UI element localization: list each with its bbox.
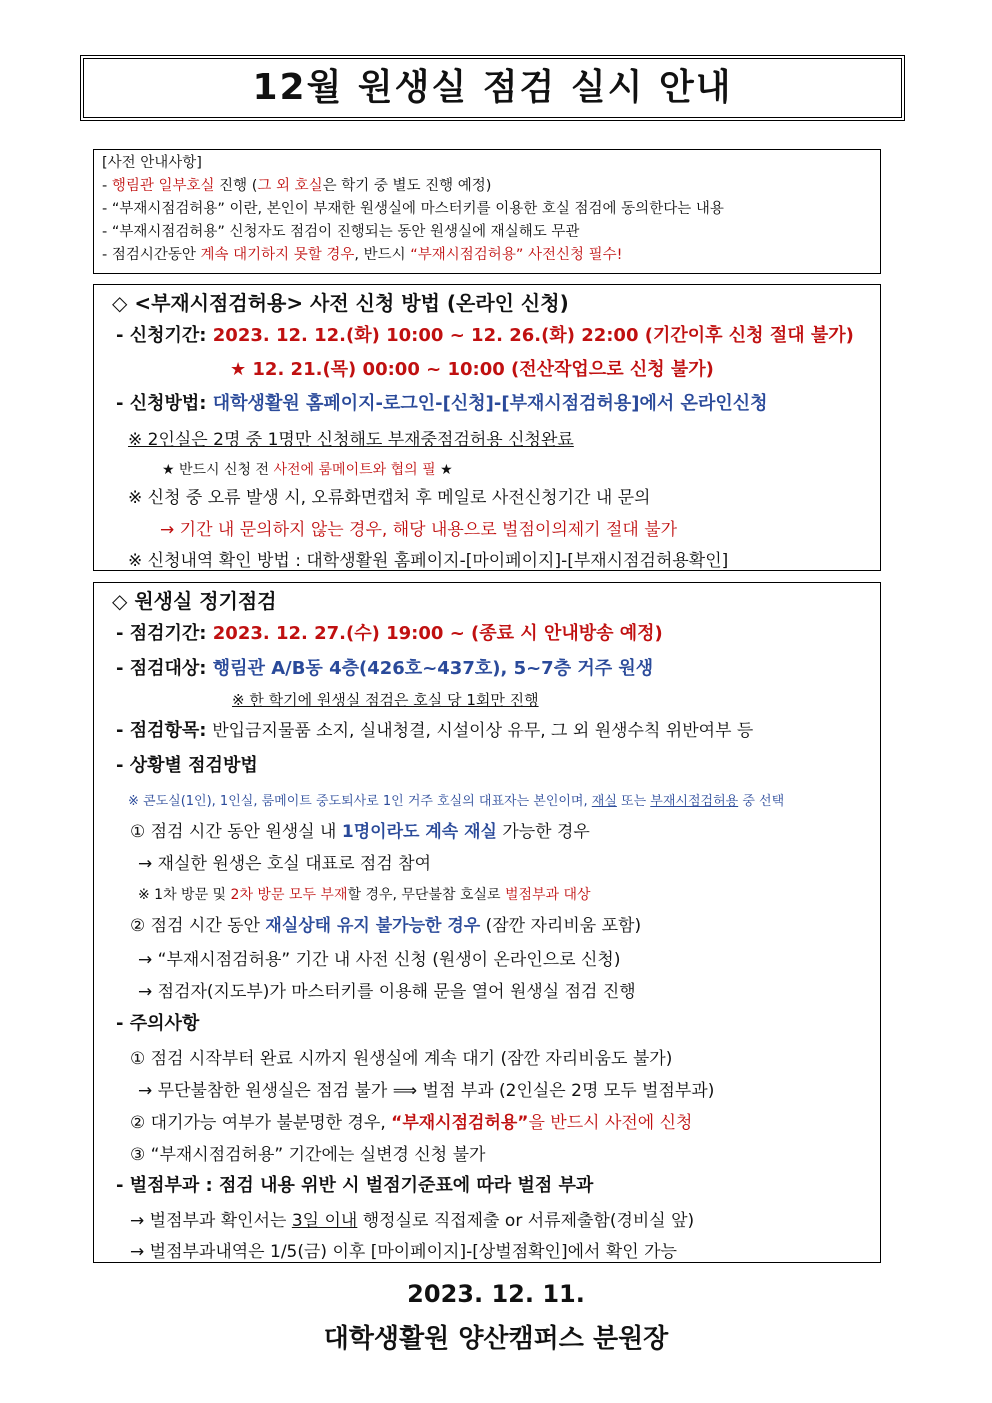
penalty-1: [130, 1206, 694, 1231]
caution-1a: → 무단불참한 원생실은 점검 불가 ⟹ 벌점 부과 (2인실은 2명 모두 벌점부과): [138, 1081, 715, 1101]
highlight: 2차 방문 모두 부재: [230, 887, 348, 903]
apply-note-5: ※ 신청내역 확인 방법 : 대학생활원 홈페이지-[마이페이지]-[부재시점검허용확인]: [128, 551, 729, 571]
highlight: 그 외 호실: [257, 178, 323, 194]
text: 가능한 경우: [496, 822, 590, 842]
highlight: 을 반드시 사전에 신청: [528, 1113, 693, 1133]
situation-2b: → 점검자(지도부)가 마스터키를 이용해 문을 열어 원생실 점검 진행: [138, 982, 636, 1002]
pre-notice-header: [사전 안내사항]: [102, 155, 202, 171]
regular-heading: ◇ 원생실 정기점검: [112, 589, 277, 613]
pre-notice-line-2: - “부재시점검허용” 이란, 본인이 부재한 원생실에 마스터키를 이용한 호실 점검에 동의한다는 내용: [102, 201, 724, 217]
text: - 점검시간동안: [102, 247, 201, 263]
situation-2a: → “부재시점검허용” 기간 내 사전 신청 (원생이 온라인으로 신청): [138, 950, 621, 970]
highlight: 행림관 일부호실: [111, 178, 215, 194]
title-box: [80, 55, 905, 121]
highlight: 재실상태 유지 불가능한 경우: [265, 916, 481, 936]
situation-1b: [138, 884, 591, 904]
apply-heading: ◇ <부재시점검허용> 사전 신청 방법 (온라인 신청): [112, 291, 569, 315]
underlined: 재실: [591, 794, 617, 809]
highlight: 계속 대기하지 못할 경우: [200, 247, 355, 263]
apply-period: [116, 321, 854, 347]
pre-notice-line-3: - “부재시점검허용” 신청자도 점검이 진행되는 동안 원생실에 재실해도 무관: [102, 224, 580, 240]
highlight: “부재시점검허용”: [391, 1113, 529, 1133]
regular-period: [116, 619, 663, 645]
regular-situation-note: [128, 790, 784, 809]
page-title: 12월 원생실 점검 실시 안내: [252, 67, 733, 108]
text: → 벌점부과 확인서는: [130, 1211, 292, 1231]
text: 진행 (: [214, 178, 258, 194]
text: , 반드시: [354, 247, 411, 263]
label: - 신청기간:: [116, 325, 207, 346]
caution-label: - 주의사항: [116, 1013, 200, 1034]
label: - 점검기간:: [116, 623, 207, 644]
text: ① 점검 시간 동안 원생실 내: [130, 822, 342, 842]
text: 은 학기 중 별도 진행 예정): [322, 178, 492, 194]
value: 2023. 12. 27.(수) 19:00 ~ (종료 시 안내방송 예정): [212, 623, 663, 644]
pre-notice-line-1: [102, 175, 872, 198]
value: 행림관 A/B동 4층(426호~437호), 5~7층 거주 원생: [212, 658, 654, 679]
label: - 점검대상:: [116, 658, 207, 679]
value: 대학생활원 홈페이지-로그인-[신청]-[부재시점검허용]에서 온라인신청: [212, 393, 768, 414]
text: ② 점검 시간 동안: [130, 916, 266, 936]
value: 반입금지물품 소지, 실내청결, 시설이상 유무, 그 외 원생수칙 위반여부 등: [212, 721, 754, 741]
text: 할 경우, 무단불참 호실로: [347, 887, 505, 903]
highlight: 사전에 룸메이트와 협의 필: [273, 462, 436, 478]
pre-notice-box: [93, 149, 881, 274]
regular-target-note: ※ 한 학기에 원생실 점검은 호실 당 1회만 진행: [232, 691, 539, 709]
label: - 점검항목:: [116, 720, 207, 741]
regular-section: [93, 582, 881, 1263]
text: 중 선택: [738, 794, 785, 809]
text: (잠깐 자리비움 포함): [480, 916, 642, 936]
text: ※ 콘도실(1인), 1인실, 룸메이트 중도퇴사로 1인 거주 호실의 대표자는 본인이며,: [128, 794, 592, 809]
situation-1a: → 재실한 원생은 호실 대표로 점검 참여: [138, 854, 431, 874]
text: 또는: [616, 794, 651, 809]
underlined: 3일 이내: [291, 1211, 358, 1231]
underlined: 부재시점검허용: [650, 794, 739, 809]
label: - 신청방법:: [116, 393, 207, 414]
caution-3: ③ “부재시점검허용” 기간에는 실변경 신청 불가: [130, 1145, 486, 1165]
text: -: [102, 178, 112, 194]
text: ★ 반드시 신청 전: [162, 462, 274, 478]
regular-items: [116, 716, 753, 742]
text: 행정실로 직접제출 or 서류제출함(경비실 앞): [357, 1211, 695, 1231]
highlight: “부재시점검허용” 사전신청 필수!: [410, 247, 623, 263]
regular-situation-label: - 상황별 점검방법: [116, 755, 258, 776]
caution-2: [130, 1108, 692, 1133]
apply-method: [116, 389, 768, 415]
situation-1: [130, 817, 590, 842]
regular-target: [116, 654, 653, 680]
text: ② 대기가능 여부가 불분명한 경우,: [130, 1113, 392, 1133]
pre-notice-line-4: [102, 244, 872, 267]
situation-2: [130, 911, 641, 936]
value: 2023. 12. 12.(화) 10:00 ~ 12. 26.(화) 22:00 (기간이후 신청 절대 불가): [212, 325, 854, 346]
apply-note-4: → 기간 내 문의하지 않는 경우, 해당 내용으로 벌점이의제기 절대 불가: [160, 520, 678, 540]
footer-date: 2023. 12. 11.: [407, 1280, 585, 1308]
highlight: 벌점부과 대상: [504, 887, 591, 903]
highlight: 1명이라도 계속 재실: [341, 822, 497, 842]
text: ★: [435, 462, 453, 478]
penalty-2: → 벌점부과내역은 1/5(금) 이후 [마이페이지]-[상벌점확인]에서 확인 가능: [130, 1242, 677, 1262]
text: ※ 1차 방문 및: [138, 887, 231, 903]
apply-section: [93, 284, 881, 571]
apply-note-1: ※ 2인실은 2명 중 1명만 신청해도 부재중점검허용 신청완료: [128, 430, 574, 450]
penalty-label: - 벌점부과 : 점검 내용 위반 시 벌점기준표에 따라 벌점 부과: [116, 1175, 594, 1196]
footer-issuer: 대학생활원 양산캠퍼스 분원장: [323, 1324, 669, 1354]
apply-note-3: ※ 신청 중 오류 발생 시, 오류화면캡처 후 메일로 사전신청기간 내 문의: [128, 488, 651, 508]
apply-period-note: ★ 12. 21.(목) 00:00 ~ 10:00 (전산작업으로 신청 불가): [230, 359, 714, 380]
caution-1: ① 점검 시작부터 완료 시까지 원생실에 계속 대기 (잠깐 자리비움도 불가): [130, 1049, 673, 1069]
apply-note-2: [162, 459, 453, 479]
